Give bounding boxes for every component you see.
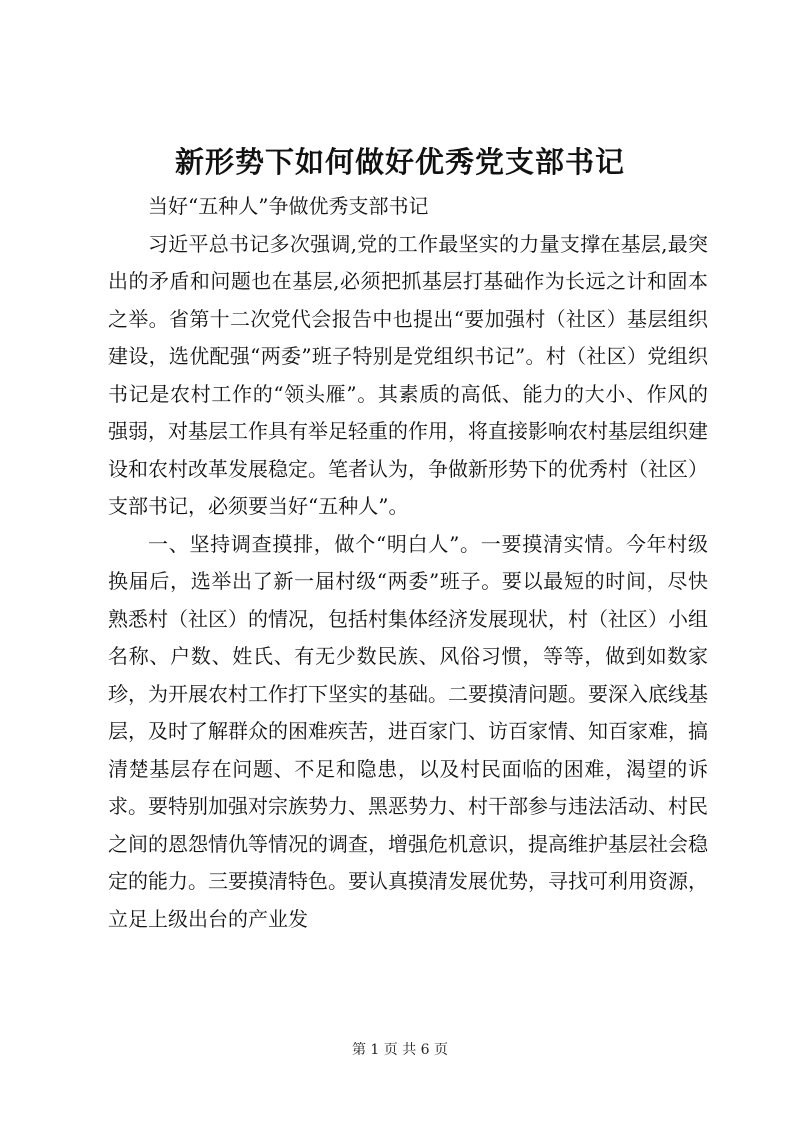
- document-body: [108, 188, 708, 938]
- document-subtitle: 当好“五种人”争做优秀支部书记: [148, 194, 429, 218]
- paragraph-section-one: 一、坚持调查摸排，做个“明白人”。一要摸清实情。今年村级换届后，选举出了新一届村级“两委”班子。要以最短的时间，尽快熟悉村（社区）的情况，包括村集体经济发展现状，村（社区）小组名称、户数、姓氏、有无少数民族、风俗习惯，等等，做到如数家珍，为开展农村工作打下坚实的基础。二要摸清问题。要深入底线基层，及时了解群众的困难疾苦，进百家门、访百家情、知百家难，搞清楚基层存在问题、不足和隐患，以及村民面临的困难，渴望的诉求。要特别加强对宗族势力、黑恶势力、村干部参与违法活动、村民之间的恩怨情仇等情况的调查，增强危机意识，提高维护基层社会稳定的能力。三要摸清特色。要认真摸清发展优势，寻找可利用资源，立足上级出台的产业发: [108, 531, 708, 931]
- document-title: 新形势下如何做好优秀党支部书记: [174, 145, 625, 179]
- paragraph-intro: 习近平总书记多次强调,党的工作最坚实的力量支撑在基层,最突出的矛盾和问题也在基层,必须把抓基层打基础作为长远之计和固本之举。省第十二次党代会报告中也提出“要加强村（社区）基层组织建设，选优配强“两委”班子特别是党组织书记”。村（社区）党组织书记是农村工作的“领头雁”。其素质的高低、能力的大小、作风的强弱，对基层工作具有举足轻重的作用，将直接影响农村基层组织建设和农村改革发展稳定。笔者认为，争做新形势下的优秀村（社区）支部书记，必须要当好“五种人”。: [108, 231, 708, 518]
- page-number-footer: 第 1 页 共 6 页: [351, 1042, 449, 1058]
